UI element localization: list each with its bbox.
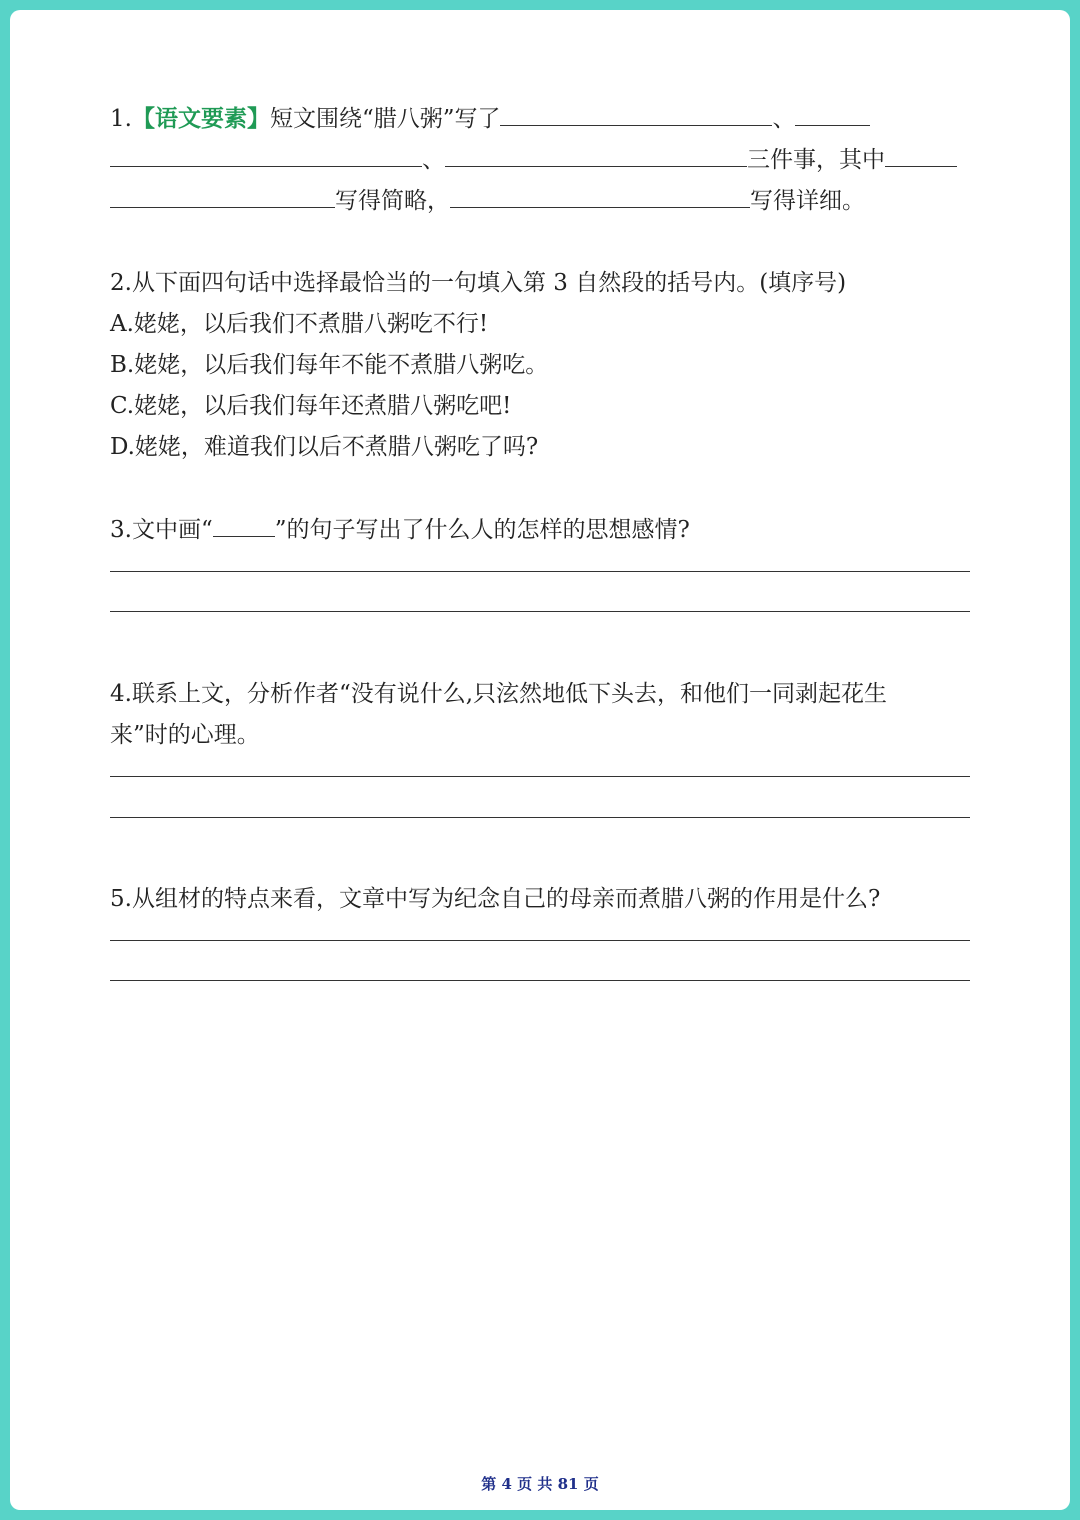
q2-option-c: C.姥姥，以后我们每年还煮腊八粥吃吧! [110, 393, 512, 419]
q5-answer-line-2[interactable] [110, 980, 970, 981]
q1-blank-5[interactable] [450, 185, 750, 208]
q4-answer-line-2[interactable] [110, 817, 970, 818]
q1-line-1 [110, 103, 870, 133]
page-number: 第 4 页 共 81 页 [481, 1475, 599, 1493]
q2-option-b: B.姥姥，以后我们每年不能不煮腊八粥吃。 [110, 352, 549, 378]
q5-answer-line-1[interactable] [110, 940, 970, 941]
q1-blank-3[interactable] [445, 144, 747, 167]
q1-number: 1. [110, 106, 132, 132]
q1-blank-4b[interactable] [110, 185, 335, 208]
q1-sep-1: 、 [772, 106, 796, 132]
q1-detail: 写得详细。 [750, 188, 865, 214]
q1-brief: 写得简略， [335, 188, 450, 214]
q3-after: ”的句子写出了什么人的怎样的思想感情? [274, 517, 690, 543]
q1-line-2 [110, 144, 957, 174]
q3-before: 3.文中画“ [110, 517, 213, 543]
q1-tag: 【语文要素】 [131, 105, 270, 132]
q1-blank-1[interactable] [500, 103, 772, 126]
q3-answer-line-2[interactable] [110, 611, 970, 612]
q3-question [110, 515, 690, 545]
q1-sep-2: 、 [422, 147, 445, 173]
q3-answer-line-1[interactable] [110, 571, 970, 572]
q1-blank-4a[interactable] [885, 144, 957, 167]
worksheet-page [10, 10, 1070, 1510]
q2-option-a: A.姥姥，以后我们不煮腊八粥吃不行! [110, 311, 489, 337]
q1-intro: 短文围绕“腊八粥”写了 [269, 106, 501, 132]
q5-question: 5.从组材的特点来看，文章中写为纪念自己的母亲而煮腊八粥的作用是什么? [110, 886, 881, 912]
q3-underline-mark [213, 516, 275, 537]
q1-mid: 三件事，其中 [747, 147, 885, 173]
q2-option-d: D.姥姥，难道我们以后不煮腊八粥吃了吗? [110, 434, 539, 460]
q1-blank-2b[interactable] [110, 144, 422, 167]
q4-answer-line-1[interactable] [110, 776, 970, 777]
q4-question-line-1: 4.联系上文，分析作者“没有说什么,只泫然地低下头去，和他们一同剥起花生 [110, 681, 888, 707]
q4-question-line-2: 来”时的心理。 [110, 722, 260, 748]
q1-line-3 [110, 185, 865, 215]
q1-blank-2a[interactable] [795, 103, 870, 126]
q2-question: 2.从下面四句话中选择最恰当的一句填入第 3 自然段的括号内。(填序号) [110, 270, 847, 296]
